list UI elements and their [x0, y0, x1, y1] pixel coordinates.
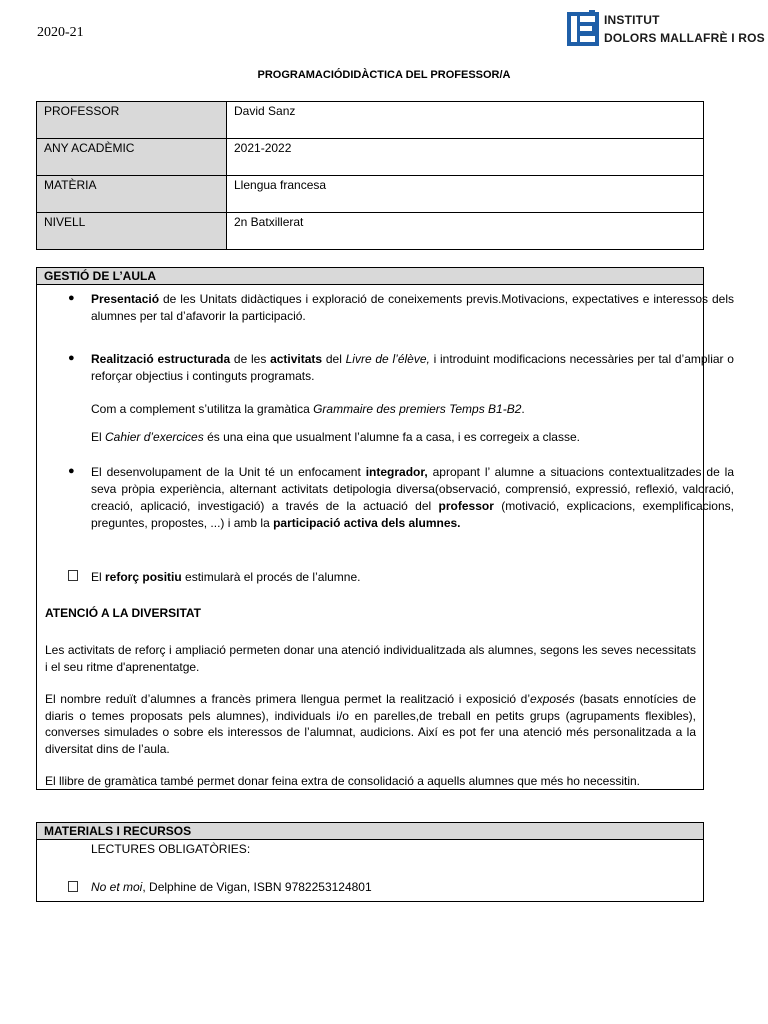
bold-text: Presentació: [91, 292, 160, 306]
italic-text: exposés: [530, 692, 575, 706]
text: (motivació, explicacions, exemplificacions, preguntes, propostes, ...) i amb la: [91, 499, 734, 530]
info-value: 2021-2022: [227, 139, 704, 176]
info-key: ANY ACADÈMIC: [37, 139, 227, 176]
bold-text: Realització estructurada: [91, 352, 231, 366]
info-key: MATÈRIA: [37, 176, 227, 213]
text: de les: [230, 352, 271, 366]
book-entry: [91, 879, 734, 896]
table-row: [37, 176, 704, 213]
paragraph-diversitat-1: Les activitats de reforç i ampliació permeten donar una atenció individualitzada als alumnes, segons les seves necessitats i el seu ritme d'aprenentatge.: [45, 643, 696, 674]
square-bullet-icon: [68, 570, 78, 584]
text: de les Unitats didàctiques i exploració de coneixements previs.Motivacions, expectatives e interessos dels alumnes per tal d’afavorir la participació.: [91, 292, 734, 323]
text: del: [322, 352, 346, 366]
text: i introduint modificacions necessàries per tal d’ampliar o reforçar objectius i continguts programats.: [91, 352, 734, 383]
bold-text: integrador,: [365, 465, 428, 479]
italic-text: Grammaire des premiers Temps B1-B2: [313, 402, 522, 416]
info-value: David Sanz: [227, 102, 704, 139]
bold-text: professor: [438, 499, 494, 513]
text: és una eina que usualment l’alumne fa a casa, i es corregeix a classe.: [203, 430, 580, 444]
text: apropant l’ alumne a situacions contextualitzades de la seva pròpia experiència, alternant activitats detipologia diversa(observació, comprensió, expressió, reflexió, valoració, creació, aplicació, investigació) a través de la actuació del: [91, 465, 734, 513]
bullet-icon: ●: [68, 292, 75, 304]
info-value: Llengua francesa: [227, 176, 704, 213]
materials-section: [36, 822, 704, 902]
text: .: [521, 402, 525, 416]
text: El: [91, 430, 106, 444]
text: El: [91, 570, 106, 584]
info-table: [36, 101, 704, 250]
logo-line-2: DOLORS MALLAFRÈ I ROS: [604, 31, 765, 45]
logo-line-1: INSTITUT: [604, 13, 660, 27]
italic-text: No et moi: [91, 880, 143, 894]
gestio-section: [36, 267, 734, 790]
bold-text: participació activa dels alumnes.: [273, 516, 461, 530]
section-heading: MATERIALS I RECURSOS: [37, 823, 703, 840]
text: Com a complement s’utilitza la gramàtica: [91, 402, 314, 416]
bold-text: reforç positiu: [105, 570, 182, 584]
italic-text: Livre de l’élève,: [345, 352, 430, 366]
text: , Delphine de Vigan, ISBN 9782253124801: [142, 880, 372, 894]
paragraph-diversitat-2: [45, 691, 696, 757]
info-key: NIVELL: [37, 213, 227, 250]
square-bullet-icon: [68, 881, 78, 895]
info-key: PROFESSOR: [37, 102, 227, 139]
bold-text: activitats: [270, 352, 323, 366]
paragraph-diversitat-3: El llibre de gramàtica també permet donar feina extra de consolidació a aquells alumnes que més ho necessitin.: [45, 774, 640, 788]
table-row: [37, 213, 704, 250]
text: estimularà el procés de l’alumne.: [181, 570, 361, 584]
paragraph-reforc: [91, 569, 734, 586]
paragraph-realitzacio: [91, 351, 734, 385]
diversitat-heading: ATENCIÓ A LA DIVERSITAT: [45, 606, 201, 620]
italic-text: Cahier d’exercices: [105, 430, 204, 444]
paragraph-grammaire: [91, 401, 734, 418]
paragraph-presentacio: [91, 291, 734, 325]
info-value: 2n Batxillerat: [227, 213, 704, 250]
table-row: [37, 139, 704, 176]
section-heading: GESTIÓ DE L’AULA: [37, 268, 703, 285]
table-row: [37, 102, 704, 139]
text: (basats ennotícies de diaris o temes proposats pels alumnes), individuals i/o en parelles,de treball en petits grups (agrupaments flexibles), converses simulades o sobre els interessos de l’alumnat, audicions. Així es pot fer una atenció més personalitzada a la diversitat dins de l’aula.: [45, 692, 696, 756]
school-logo-mark: [567, 10, 599, 46]
paragraph-desenvolupament: [91, 464, 734, 532]
school-year: 2020-21: [37, 25, 84, 40]
text: El nombre reduït d’alumnes a francès primera llengua permet la realització i exposició d’: [45, 692, 531, 706]
bullet-icon: ●: [68, 352, 75, 364]
page-title: PROGRAMACIÓDIDÀCTICA DEL PROFESSOR/A: [257, 69, 511, 81]
text: El desenvolupament de la Unit té un enfocament: [91, 465, 366, 479]
school-logo: [567, 10, 765, 48]
lectures-label: LECTURES OBLIGATÒRIES:: [91, 842, 251, 856]
paragraph-cahier: [91, 429, 734, 446]
bullet-icon: ●: [68, 465, 75, 477]
